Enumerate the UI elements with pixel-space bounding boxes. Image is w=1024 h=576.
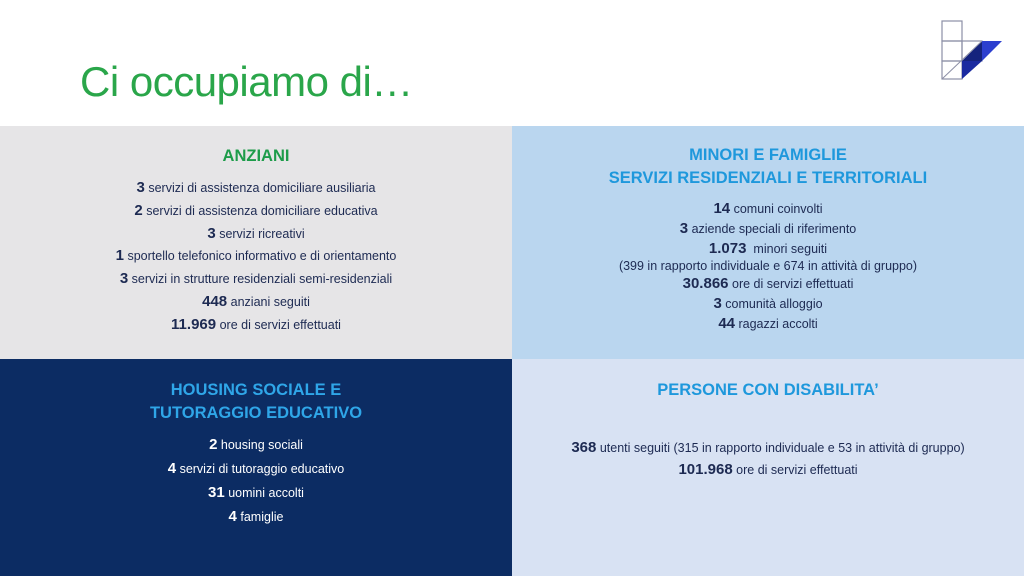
list-item: 3 comunità alloggio [713,295,823,312]
disabilita-list [512,437,1024,481]
list-item: 4 servizi di tutoraggio educativo [167,460,345,477]
list-item: 3 servizi ricreativi [207,224,305,242]
page-title: Ci occupiamo di… [80,58,413,105]
list-item: 11.969 ore di servizi effettuati [171,315,341,333]
list-item: 44 ragazzi accolti [718,315,818,332]
list-item: 2 housing sociali [209,436,303,453]
panel-disabilita [512,359,1024,576]
list-item: 448 anziani seguiti [202,292,310,310]
panel-heading-housing: HOUSING SOCIALE E TUTORAGGIO EDUCATIVO [149,381,363,422]
panel-minori-famiglie [512,126,1024,359]
list-item: 14 comuni coinvolti [713,200,823,217]
list-item: 3 aziende speciali di riferimento [679,220,857,237]
list-item: 1.073 minori seguiti [708,240,828,257]
panel-heading-disabilita: PERSONE CON DISABILITA’ [657,381,879,399]
panel-housing-sociale [0,359,512,576]
list-item: 2 servizi di assistenza domiciliare educativa [134,201,378,219]
list-item: 3 servizi in strutture residenziali semi-residenziali [119,270,393,288]
panel-heading-minori: MINORI E FAMIGLIE SERVIZI RESIDENZIALI E TERRITORIALI [608,146,928,187]
list-item: 1 sportello telefonico informativo e di orientamento [115,247,397,265]
list-item: 3 servizi di assistenza domiciliare ausiliaria [136,179,376,196]
list-item: 368 utenti seguiti (315 in rapporto individuale e 53 in attività di gruppo) [571,439,965,456]
list-item-note: (399 in rapporto individuale e 674 in attività di gruppo) [618,259,918,273]
list-item: 31 uomini accolti [208,484,304,501]
anziani-list [0,177,512,337]
list-item: 4 famiglie [228,508,284,525]
panel-anziani [0,126,512,359]
panel-heading-anziani: ANZIANI [222,147,290,165]
geometric-logo-icon [940,18,1008,82]
list-item: 101.968 ore di servizi effettuati [678,461,858,478]
housing-list [0,433,512,529]
minori-list [512,199,1024,334]
list-item: 30.866 ore di servizi effettuati [682,275,854,292]
